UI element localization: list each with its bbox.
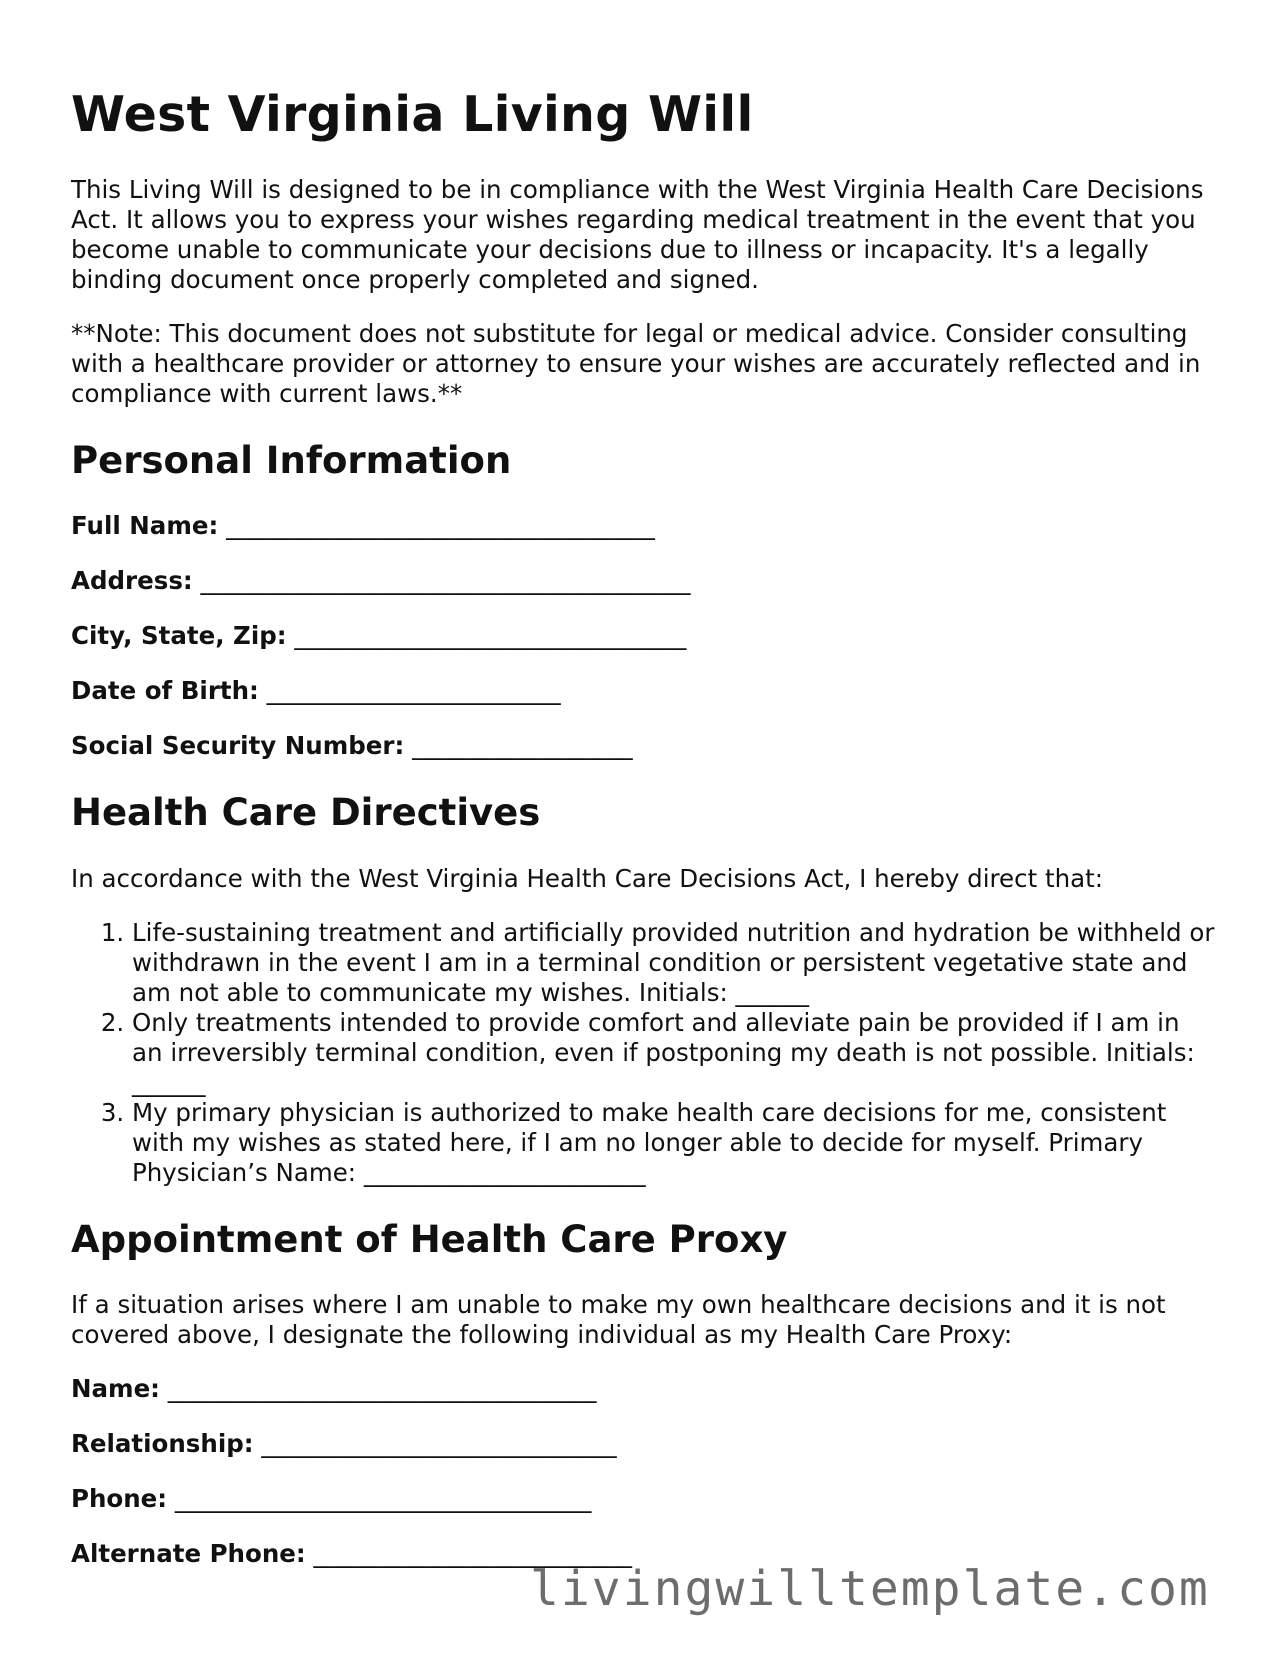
personal-information-section — [71, 439, 1216, 761]
proxy-name-label: Name: — [71, 1373, 160, 1403]
city-state-zip-label: City, State, Zip: — [71, 621, 287, 651]
full-name-field[interactable] — [71, 511, 1216, 541]
proxy-name-blank[interactable]: ___________________________________ — [167, 1373, 597, 1403]
full-name-label: Full Name: — [71, 511, 219, 541]
health-care-proxy-section — [71, 1218, 1216, 1569]
health-care-directives-section — [71, 791, 1216, 1187]
directives-intro: In accordance with the West Virginia Health Care Decisions Act, I hereby direct that: — [71, 863, 1103, 893]
proxy-phone-label: Phone: — [71, 1483, 168, 1513]
ssn-blank[interactable]: __________________ — [412, 731, 633, 761]
proxy-relationship-field[interactable] — [71, 1429, 1216, 1459]
personal-information-heading: Personal Information — [71, 438, 512, 482]
directive-item-2: 2. Only treatments intended to provide comfort and alleviate pain be provided if I am in an irreversibly terminal condition, even if postponing my death is not possible. Initials: ______ — [132, 1008, 1216, 1098]
proxy-alternate-phone-blank[interactable]: __________________________ — [313, 1538, 632, 1568]
document-title: West Virginia Living Will — [71, 86, 754, 143]
date-of-birth-field[interactable] — [71, 676, 1216, 706]
proxy-phone-field[interactable] — [71, 1484, 1216, 1514]
health-care-proxy-heading: Appointment of Health Care Proxy — [71, 1217, 788, 1261]
address-label: Address: — [71, 566, 193, 596]
proxy-intro: If a situation arises where I am unable to make my own healthcare decisions and it is not covered above, I designate the following individual as my Health Care Proxy: — [71, 1289, 1166, 1349]
proxy-relationship-label: Relationship: — [71, 1428, 254, 1458]
health-care-directives-heading: Health Care Directives — [71, 791, 541, 835]
site-watermark: livingwilltemplate.com — [530, 1561, 1210, 1617]
date-of-birth-blank[interactable]: ________________________ — [266, 676, 561, 706]
intro-paragraph: This Living Will is designed to be in compliance with the West Virginia Health Care Decisions Act. It allows you to express your wishes regarding medical treatment in the event that you become unable to communicate your decisions due to illness or incapacity. It's a legally binding document once properly completed and signed. — [71, 174, 1204, 294]
proxy-phone-blank[interactable]: __________________________________ — [174, 1483, 592, 1513]
city-state-zip-blank[interactable]: ________________________________ — [294, 621, 687, 651]
date-of-birth-label: Date of Birth: — [71, 676, 259, 706]
directive-item-3: 3. My primary physician is authorized to make health care decisions for me, consistent with my wishes as stated here, if I am no longer able to decide for myself. Primary Physician’s Name: _______________________ — [132, 1098, 1216, 1188]
address-field[interactable] — [71, 566, 1216, 596]
proxy-relationship-blank[interactable]: _____________________________ — [261, 1428, 617, 1458]
proxy-name-field[interactable] — [71, 1374, 1216, 1404]
document-page — [71, 86, 1216, 1594]
address-blank[interactable]: ________________________________________ — [200, 566, 691, 596]
directive-item-1: 1. Life-sustaining treatment and artificially provided nutrition and hydration be withheld or withdrawn in the event I am in a terminal condition or persistent vegetative state and am not able to communicate my wishes. Initials: ______ — [132, 918, 1216, 1008]
proxy-alternate-phone-label: Alternate Phone: — [71, 1538, 306, 1568]
directives-list — [71, 918, 1216, 1188]
note-paragraph: **Note: This document does not substitute for legal or medical advice. Consider consulting with a healthcare provider or attorney to ensure your wishes are accurately reflected and in compliance with current laws.** — [71, 318, 1201, 408]
full-name-blank[interactable]: ___________________________________ — [226, 511, 655, 541]
ssn-label: Social Security Number: — [71, 731, 405, 761]
ssn-field[interactable] — [71, 731, 1216, 761]
city-state-zip-field[interactable] — [71, 621, 1216, 651]
